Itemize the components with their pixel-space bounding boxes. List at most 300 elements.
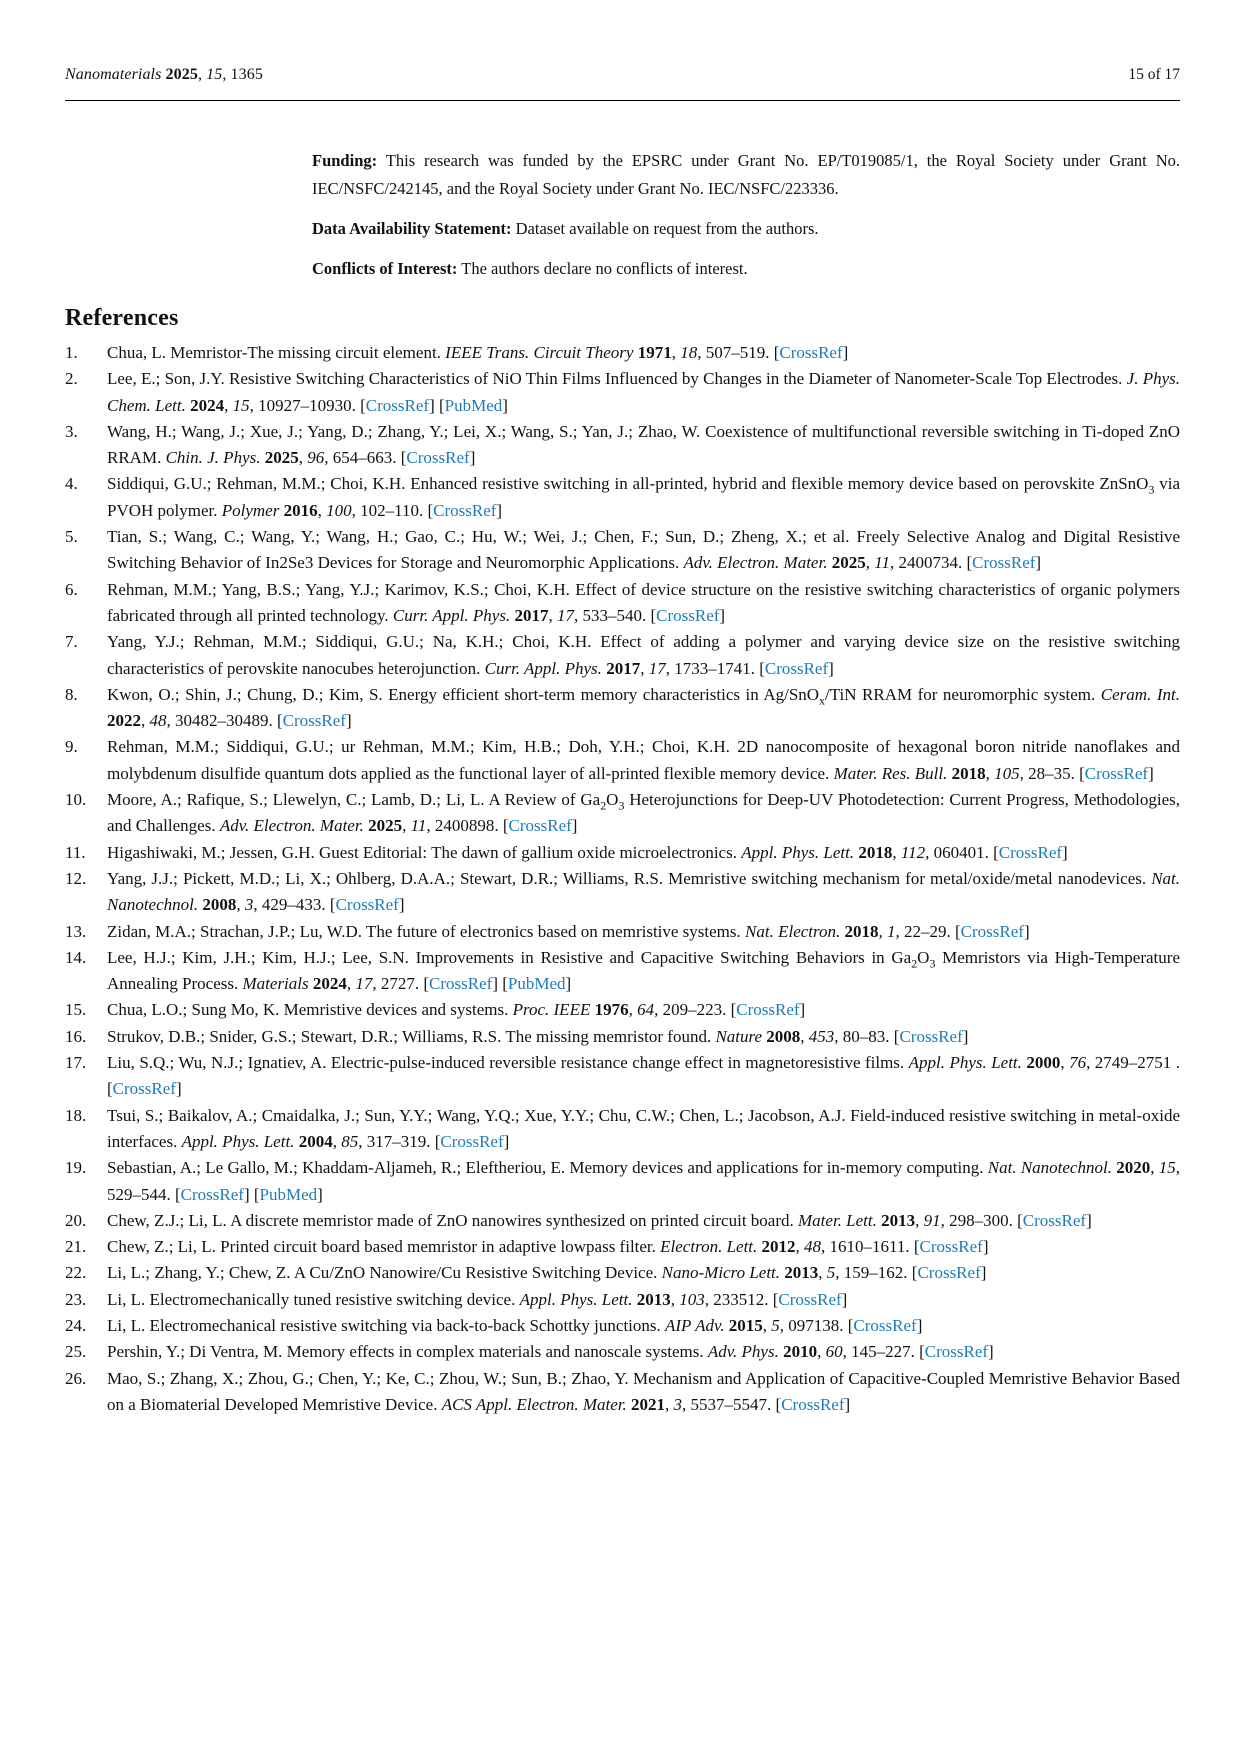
text-segment: , 298–300. [ bbox=[940, 1210, 1023, 1230]
text-segment: 2013 bbox=[881, 1210, 916, 1230]
reference-number: 21. bbox=[65, 1237, 87, 1257]
text-segment: Mater. Res. Bull. bbox=[833, 763, 952, 783]
text-segment: Zidan, M.A.; Strachan, J.P.; Lu, W.D. The future of electronics based on memristive systems. bbox=[107, 921, 746, 941]
reference-number: 8. bbox=[65, 684, 78, 704]
text-segment: , 233512. [ bbox=[704, 1289, 779, 1309]
text-segment: 2015 bbox=[728, 1315, 763, 1335]
text-segment: 2017 bbox=[514, 605, 549, 625]
text-segment: 2025 bbox=[368, 816, 403, 836]
text-segment: Nat. Nanotechnol. bbox=[107, 868, 1180, 915]
reference-item bbox=[65, 1313, 1180, 1339]
crossref-link[interactable]: CrossRef bbox=[924, 1342, 989, 1362]
reference-number: 18. bbox=[65, 1105, 87, 1125]
text-segment: 2000 bbox=[1026, 1053, 1061, 1073]
reference-number: 11. bbox=[65, 842, 86, 862]
text-segment: , 2749–2751 . [ bbox=[107, 1053, 1181, 1099]
text-segment: Ceram. Int. bbox=[1100, 684, 1180, 704]
reference-number: 10. bbox=[65, 790, 87, 810]
reference-text bbox=[107, 840, 1180, 866]
text-segment: ] bbox=[496, 500, 503, 520]
text-segment: Siddiqui, G.U.; Rehman, M.M.; Choi, K.H. Enhanced resistive switching in all-printed, hybrid and flexible memory device based on perovskite ZnSnO bbox=[107, 474, 1149, 494]
text-segment: , bbox=[548, 605, 557, 625]
reference-item bbox=[65, 1155, 1180, 1208]
text-segment: Nature bbox=[715, 1026, 767, 1046]
crossref-link[interactable]: CrossRef bbox=[406, 448, 470, 468]
text-segment: , bbox=[762, 1315, 772, 1335]
text-segment: ] bbox=[175, 1079, 182, 1099]
text-segment: 2012 bbox=[761, 1237, 796, 1257]
text-segment: , 22–29. [ bbox=[895, 921, 961, 941]
text-segment: 3 bbox=[244, 895, 254, 915]
reference-item bbox=[65, 840, 1180, 866]
data-availability-label: Data Availability Statement: bbox=[312, 219, 512, 238]
text-segment: 2010 bbox=[783, 1342, 818, 1362]
text-segment: 48 bbox=[149, 711, 167, 731]
text-segment: ] bbox=[503, 1131, 510, 1151]
crossref-link[interactable]: CrossRef bbox=[998, 842, 1063, 862]
text-segment: 1976 bbox=[594, 1000, 629, 1020]
crossref-link[interactable]: CrossRef bbox=[899, 1026, 963, 1046]
text-segment: , bbox=[141, 711, 150, 731]
text-segment: ] bbox=[844, 1394, 851, 1414]
text-segment: 2020 bbox=[1116, 1158, 1151, 1178]
text-segment: Tsui, S.; Baikalov, A.; Cmaidalka, J.; Sun, Y.Y.; Wang, Y.Q.; Xue, Y.Y.; Chu, C.W.; Chen, L.; Jacobson, A.J. Field-induced resistive switching in metal-oxide interfaces. bbox=[107, 1105, 1180, 1151]
reference-item bbox=[65, 1103, 1180, 1156]
text-segment: 3 bbox=[673, 1394, 683, 1414]
text-segment: Chew, Z.J.; Li, L. A discrete memristor made of ZnO nanowires synthesized on printed circuit board. bbox=[107, 1210, 799, 1230]
reference-text bbox=[107, 340, 1180, 366]
reference-text bbox=[107, 682, 1180, 735]
text-segment: 60 bbox=[825, 1342, 843, 1362]
text-segment: Moore, A.; Rafique, S.; Llewelyn, C.; Lamb, D.; Li, L. A Review of Ga bbox=[107, 790, 601, 810]
text-segment: ] bbox=[565, 974, 572, 994]
text-segment: Chua, L. Memristor-The missing circuit element. bbox=[107, 343, 446, 362]
crossref-link[interactable]: CrossRef bbox=[778, 1289, 842, 1309]
reference-number: 14. bbox=[65, 947, 87, 967]
conflicts-text: The authors declare no conflicts of interest. bbox=[461, 259, 748, 278]
reference-item bbox=[65, 366, 1180, 419]
text-segment: Nat. Electron. bbox=[745, 921, 845, 941]
text-segment: ] bbox=[1035, 553, 1042, 573]
text-segment: Appl. Phys. Lett. bbox=[908, 1053, 1027, 1073]
text-segment: 100 bbox=[326, 500, 352, 520]
funding-statement bbox=[312, 147, 1180, 203]
text-segment: ] bbox=[571, 816, 578, 836]
text-segment: Mao, S.; Zhang, X.; Zhou, G.; Chen, Y.; Ke, C.; Zhou, W.; Sun, B.; Zhao, Y. Mechanism and Application of Capacitive-Coupled Memristive Behavior Based on a Biomaterial Developed Memristive Device. bbox=[107, 1368, 1180, 1414]
text-segment: , 1365 bbox=[222, 66, 263, 83]
reference-number: 22. bbox=[65, 1263, 87, 1283]
text-segment: ] bbox=[1062, 842, 1068, 862]
crossref-link[interactable]: CrossRef bbox=[365, 395, 430, 415]
text-segment: 105 bbox=[994, 763, 1020, 783]
text-segment: , 529–544. [ bbox=[107, 1158, 1180, 1204]
text-segment: 11 bbox=[874, 553, 890, 573]
reference-text bbox=[107, 366, 1180, 419]
text-segment: , bbox=[818, 1263, 827, 1283]
reference-text bbox=[107, 945, 1180, 998]
text-segment: ] bbox=[345, 711, 352, 731]
reference-text bbox=[107, 1155, 1180, 1208]
text-segment: ] bbox=[1148, 763, 1154, 783]
crossref-link[interactable]: CrossRef bbox=[180, 1184, 244, 1204]
text-segment: 3 bbox=[1148, 482, 1155, 497]
text-segment: Adv. Electron. Mater. bbox=[219, 816, 369, 836]
text-segment: 2024 bbox=[312, 974, 347, 994]
text-segment: Yang, J.J.; Pickett, M.D.; Li, X.; Ohlberg, D.A.A.; Stewart, D.R.; Williams, R.S. Memristive switching mechanism for metal/oxide/metal nanodevices. bbox=[107, 868, 1152, 888]
text-segment: Li, L.; Zhang, Y.; Chew, Z. A Cu/ZnO Nanowire/Cu Resistive Switching Device. bbox=[107, 1263, 662, 1283]
text-segment: Nat. Nanotechnol. bbox=[987, 1158, 1117, 1178]
reference-item bbox=[65, 1024, 1180, 1050]
pubmed-link[interactable]: PubMed bbox=[507, 974, 566, 994]
text-segment: Rehman, M.M.; Yang, B.S.; Yang, Y.J.; Karimov, K.S.; Choi, K.H. Effect of device structure on the resistive switching characteristics of organic polymers fabricated through all printed technology. bbox=[107, 579, 1180, 625]
data-availability-statement bbox=[312, 215, 1180, 243]
text-segment: Kwon, O.; Shin, J.; Chung, D.; Kim, S. Energy efficient short-term memory characteristics in Ag/SnO bbox=[107, 684, 820, 704]
reference-text bbox=[107, 1208, 1180, 1234]
crossref-link[interactable]: CrossRef bbox=[112, 1079, 176, 1099]
pubmed-link[interactable]: PubMed bbox=[259, 1184, 318, 1204]
text-segment: , 654–663. [ bbox=[324, 448, 407, 468]
crossref-link[interactable]: CrossRef bbox=[508, 816, 572, 836]
reference-item bbox=[65, 1208, 1180, 1234]
reference-item bbox=[65, 1287, 1180, 1313]
crossref-link[interactable]: CrossRef bbox=[972, 553, 1036, 573]
text-segment: , bbox=[670, 1289, 680, 1309]
text-segment: Curr. Appl. Phys. bbox=[484, 658, 607, 678]
text-segment: Nano-Micro Lett. bbox=[661, 1263, 785, 1283]
text-segment: , bbox=[332, 1131, 342, 1151]
crossref-link[interactable]: CrossRef bbox=[736, 1000, 800, 1020]
text-segment: Adv. Electron. Mater. bbox=[683, 553, 832, 573]
text-segment: Wang, H.; Wang, J.; Xue, J.; Yang, D.; Zhang, Y.; Lei, X.; Wang, S.; Yan, J.; Zhao, W. Coexistence of multifunctional reversible switching in Ti-doped ZnO RRAM. bbox=[107, 421, 1180, 468]
text-segment: 112 bbox=[900, 842, 926, 862]
reference-number: 5. bbox=[65, 527, 78, 547]
reference-number: 12. bbox=[65, 868, 87, 888]
reference-number: 4. bbox=[65, 474, 78, 494]
text-segment: , bbox=[224, 395, 233, 415]
text-segment: ] bbox=[842, 343, 849, 362]
text-segment: Adv. Phys. bbox=[707, 1342, 784, 1362]
text-segment: ] bbox=[962, 1026, 969, 1046]
text-segment: ] [ bbox=[429, 395, 445, 415]
reference-item bbox=[65, 866, 1180, 919]
text-segment: , 1733–1741. [ bbox=[665, 658, 765, 678]
text-segment: Nanomaterials bbox=[65, 66, 166, 83]
text-segment: , bbox=[402, 816, 411, 836]
text-segment: , bbox=[197, 66, 207, 83]
text-segment: 2017 bbox=[606, 658, 641, 678]
crossref-link[interactable]: CrossRef bbox=[853, 1315, 917, 1335]
reference-item bbox=[65, 919, 1180, 945]
text-segment: , 2727. [ bbox=[372, 974, 430, 994]
reference-number: 15. bbox=[65, 1000, 87, 1020]
crossref-link[interactable]: CrossRef bbox=[781, 1394, 845, 1414]
text-segment: 5 bbox=[826, 1263, 836, 1283]
text-segment: Polymer bbox=[221, 500, 284, 520]
text-segment: 3 bbox=[618, 798, 625, 813]
text-segment: , 429–433. [ bbox=[253, 895, 336, 915]
text-segment: Liu, S.Q.; Wu, N.J.; Ignatiev, A. Electric-pulse-induced reversible resistance change effect in magnetoresistive films. bbox=[107, 1053, 909, 1073]
text-segment: ] bbox=[502, 395, 508, 415]
text-segment: O bbox=[606, 790, 619, 810]
reference-text bbox=[107, 919, 1180, 945]
reference-text bbox=[107, 524, 1180, 577]
reference-item bbox=[65, 419, 1180, 472]
conflicts-statement bbox=[312, 255, 1180, 283]
reference-text bbox=[107, 1339, 1180, 1365]
text-segment: , bbox=[628, 1000, 638, 1020]
text-segment: J. Phys. Chem. Lett. bbox=[107, 369, 1181, 415]
text-segment: ] bbox=[719, 605, 726, 625]
text-segment: 91 bbox=[923, 1210, 941, 1230]
reference-number: 23. bbox=[65, 1289, 87, 1309]
text-segment: 2008 bbox=[766, 1026, 801, 1046]
reference-item bbox=[65, 471, 1180, 524]
text-segment: 2018 bbox=[858, 842, 893, 862]
text-segment: 1971 bbox=[637, 343, 672, 362]
text-segment: , 5537–5547. [ bbox=[682, 1394, 782, 1414]
reference-item bbox=[65, 1366, 1180, 1419]
reference-text bbox=[107, 1287, 1180, 1313]
text-segment: Lee, H.J.; Kim, J.H.; Kim, H.J.; Lee, S.N. Improvements in Resistive and Capacitive Switching Behaviors in Ga bbox=[107, 947, 912, 967]
text-segment: 2016 bbox=[283, 500, 318, 520]
text-segment: Mater. Lett. bbox=[798, 1210, 882, 1230]
funding-label: Funding: bbox=[312, 151, 378, 170]
reference-item bbox=[65, 1050, 1180, 1103]
text-segment: ] bbox=[841, 1289, 848, 1309]
text-segment: 2021 bbox=[631, 1394, 666, 1414]
reference-item bbox=[65, 524, 1180, 577]
reference-number: 13. bbox=[65, 921, 87, 941]
text-segment: Proc. IEEE bbox=[512, 1000, 595, 1020]
reference-text bbox=[107, 629, 1180, 682]
reference-number: 3. bbox=[65, 421, 78, 441]
text-segment: , bbox=[985, 763, 995, 783]
reference-number: 17. bbox=[65, 1053, 87, 1073]
reference-text bbox=[107, 1366, 1180, 1419]
crossref-link[interactable]: CrossRef bbox=[433, 500, 497, 520]
text-segment: , bbox=[317, 500, 327, 520]
text-segment: , 533–540. [ bbox=[573, 605, 657, 625]
references-heading: References bbox=[65, 305, 179, 331]
text-segment: ] bbox=[828, 658, 834, 678]
text-segment: , bbox=[892, 842, 901, 862]
text-segment: 15 bbox=[1158, 1158, 1176, 1178]
text-segment: Rehman, M.M.; Siddiqui, G.U.; ur Rehman, M.M.; Kim, H.B.; Doh, Y.H.; Choi, K.H. 2D nanocomposite of hexagonal boron nitride nanoflakes and molybdenum disulfide quantum dots applied as the functional layer of all-printed flexible memory device. bbox=[107, 737, 1180, 783]
reference-item bbox=[65, 997, 1180, 1023]
text-segment: 17 bbox=[355, 974, 373, 994]
data-availability-text: Dataset available on request from the authors. bbox=[515, 219, 819, 238]
text-segment: , bbox=[236, 895, 245, 915]
text-segment: 2024 bbox=[190, 395, 225, 415]
crossref-link[interactable]: CrossRef bbox=[1022, 1210, 1087, 1230]
text-segment: Appl. Phys. Lett. bbox=[519, 1289, 637, 1309]
text-segment: Lee, E.; Son, J.Y. Resistive Switching Characteristics of NiO Thin Films Influenced by Changes in the Diameter of Nanometer-Scale Top Electrodes. bbox=[107, 369, 1127, 389]
text-segment: , 097138. [ bbox=[779, 1315, 854, 1335]
text-segment: 2018 bbox=[844, 921, 879, 941]
text-segment: 2004 bbox=[298, 1131, 333, 1151]
reference-text bbox=[107, 997, 1180, 1023]
reference-number: 7. bbox=[65, 632, 78, 652]
reference-number: 16. bbox=[65, 1026, 87, 1046]
text-segment: , bbox=[795, 1237, 805, 1257]
page-number: 15 of 17 bbox=[1128, 66, 1180, 83]
text-segment: 453 bbox=[808, 1026, 835, 1046]
text-segment: Memristors via High-Temperature Annealing Process. bbox=[107, 947, 1180, 994]
crossref-link[interactable]: CrossRef bbox=[282, 711, 346, 731]
crossref-link[interactable]: CrossRef bbox=[779, 343, 843, 362]
text-segment: 2 bbox=[600, 798, 607, 813]
text-segment: 85 bbox=[341, 1131, 359, 1151]
text-segment: , 80–83. [ bbox=[834, 1026, 900, 1046]
text-segment: Higashiwaki, M.; Jessen, G.H. Guest Editorial: The dawn of gallium oxide microelectronics. bbox=[107, 842, 742, 862]
text-segment: Li, L. Electromechanically tuned resistive switching device. bbox=[107, 1289, 520, 1309]
text-segment: 2013 bbox=[636, 1289, 671, 1309]
text-segment: , 10927–10930. [ bbox=[249, 395, 366, 415]
crossref-link[interactable]: CrossRef bbox=[429, 974, 493, 994]
text-segment: 2018 bbox=[951, 763, 986, 783]
text-segment: , 2400734. [ bbox=[889, 553, 973, 573]
text-segment: Appl. Phys. Lett. bbox=[181, 1131, 299, 1151]
text-segment: 2 bbox=[911, 956, 918, 971]
header-divider bbox=[65, 100, 1180, 101]
crossref-link[interactable]: CrossRef bbox=[1084, 763, 1149, 783]
text-segment: , bbox=[640, 658, 649, 678]
crossref-link[interactable]: CrossRef bbox=[335, 895, 399, 915]
reference-text bbox=[107, 1024, 1180, 1050]
text-segment: Yang, Y.J.; Rehman, M.M.; Siddiqui, G.U.; Na, K.H.; Choi, K.H. Effect of adding a polymer and varying device size on the resistive switching characteristics of perovskite nanocubes heterojunction. bbox=[107, 632, 1180, 678]
text-segment: Electron. Lett. bbox=[660, 1237, 762, 1257]
reference-number: 25. bbox=[65, 1342, 87, 1362]
text-segment: ] [ bbox=[243, 1184, 260, 1204]
pubmed-link[interactable]: PubMed bbox=[444, 395, 503, 415]
reference-text bbox=[107, 471, 1180, 524]
text-segment: 18 bbox=[680, 343, 698, 362]
reference-text bbox=[107, 1313, 1180, 1339]
reference-item bbox=[65, 734, 1180, 787]
reference-item bbox=[65, 629, 1180, 682]
crossref-link[interactable]: CrossRef bbox=[656, 605, 720, 625]
references-list bbox=[65, 340, 1180, 1418]
crossref-link[interactable]: CrossRef bbox=[440, 1131, 504, 1151]
reference-item bbox=[65, 945, 1180, 998]
text-segment: Li, L. Electromechanical resistive switching via back-to-back Schottky junctions. bbox=[107, 1315, 666, 1335]
reference-item bbox=[65, 577, 1180, 630]
text-segment: , bbox=[915, 1210, 924, 1230]
text-segment: 15 bbox=[206, 66, 223, 83]
text-segment: ] bbox=[980, 1263, 987, 1283]
text-segment: , 209–223. [ bbox=[654, 1000, 737, 1020]
text-segment: , bbox=[346, 974, 356, 994]
text-segment: 17 bbox=[556, 605, 574, 625]
reference-number: 9. bbox=[65, 737, 78, 757]
text-segment: 48 bbox=[804, 1237, 822, 1257]
text-segment: Curr. Appl. Phys. bbox=[392, 605, 515, 625]
text-segment: 17 bbox=[648, 658, 666, 678]
text-segment: ] bbox=[799, 1000, 806, 1020]
reference-text bbox=[107, 1050, 1180, 1103]
text-segment: ACS Appl. Electron. Mater. bbox=[441, 1394, 632, 1414]
reference-text bbox=[107, 866, 1180, 919]
text-segment: 2025 bbox=[264, 448, 299, 468]
crossref-link[interactable]: CrossRef bbox=[960, 921, 1024, 941]
text-segment: , bbox=[865, 553, 875, 573]
text-segment: 2013 bbox=[784, 1263, 819, 1283]
reference-item bbox=[65, 340, 1180, 366]
text-segment: , 317–319. [ bbox=[358, 1131, 441, 1151]
text-segment: AIP Adv. bbox=[665, 1315, 729, 1335]
text-segment: , 145–227. [ bbox=[842, 1342, 925, 1362]
text-segment: 5 bbox=[771, 1315, 780, 1335]
reference-text bbox=[107, 1103, 1180, 1156]
text-segment: 1 bbox=[887, 921, 896, 941]
text-segment: Materials bbox=[242, 974, 313, 994]
text-segment: , 28–35. [ bbox=[1019, 763, 1085, 783]
crossref-link[interactable]: CrossRef bbox=[917, 1263, 981, 1283]
text-segment: , 30482–30489. [ bbox=[166, 711, 283, 731]
text-segment: 11 bbox=[410, 816, 427, 836]
text-segment: ] bbox=[317, 1184, 323, 1204]
text-segment: ] bbox=[1023, 921, 1030, 941]
text-segment: , bbox=[878, 921, 887, 941]
text-segment: , bbox=[671, 343, 681, 362]
text-segment: Heterojunctions for Deep-UV Photodetection: Current Progress, Methodologies, and Challenges. bbox=[107, 790, 1180, 836]
reference-text bbox=[107, 734, 1180, 787]
text-segment: , bbox=[800, 1026, 809, 1046]
reference-item bbox=[65, 682, 1180, 735]
text-segment: 2025 bbox=[165, 66, 198, 83]
text-segment: , 507–519. [ bbox=[697, 343, 780, 362]
text-segment: Chin. J. Phys. bbox=[165, 448, 265, 468]
text-segment: , bbox=[817, 1342, 826, 1362]
text-segment: 2008 bbox=[202, 895, 237, 915]
reference-text bbox=[107, 419, 1180, 472]
text-segment: x bbox=[819, 693, 825, 708]
text-segment: 3 bbox=[929, 956, 936, 971]
reference-number: 6. bbox=[65, 579, 78, 599]
text-segment: , bbox=[1150, 1158, 1159, 1178]
text-segment: 76 bbox=[1069, 1053, 1087, 1073]
text-segment: IEEE Trans. Circuit Theory bbox=[445, 343, 638, 362]
journal-citation bbox=[65, 66, 263, 84]
conflicts-label: Conflicts of Interest: bbox=[312, 259, 458, 278]
page-header bbox=[65, 66, 1180, 84]
reference-item bbox=[65, 1260, 1180, 1286]
text-segment: ] bbox=[469, 448, 476, 468]
text-segment: , bbox=[1060, 1053, 1070, 1073]
reference-text bbox=[107, 1234, 1180, 1260]
crossref-link[interactable]: CrossRef bbox=[919, 1237, 983, 1257]
reference-number: 26. bbox=[65, 1368, 87, 1388]
text-segment: O bbox=[917, 947, 930, 967]
reference-number: 19. bbox=[65, 1158, 87, 1178]
text-segment: ] bbox=[988, 1342, 994, 1362]
text-segment: ] bbox=[398, 895, 405, 915]
text-segment: via PVOH polymer. bbox=[107, 474, 1180, 520]
reference-item bbox=[65, 1234, 1180, 1260]
text-segment: , 2400898. [ bbox=[426, 816, 509, 836]
text-segment: , 060401. [ bbox=[925, 842, 999, 862]
text-segment: Appl. Phys. Lett. bbox=[741, 842, 859, 862]
reference-number: 20. bbox=[65, 1210, 87, 1230]
text-segment: , 159–162. [ bbox=[835, 1263, 918, 1283]
text-segment: 103 bbox=[679, 1289, 705, 1309]
text-segment: 2025 bbox=[831, 553, 866, 573]
reference-item bbox=[65, 1339, 1180, 1365]
text-segment: ] bbox=[916, 1315, 923, 1335]
text-segment: , bbox=[298, 448, 308, 468]
funding-text: This research was funded by the EPSRC under Grant No. EP/T019085/1, the Royal Society under Grant No. IEC/NSFC/242145, and the Royal Society under Grant No. IEC/NSFC/223336. bbox=[312, 151, 1181, 198]
crossref-link[interactable]: CrossRef bbox=[764, 658, 829, 678]
